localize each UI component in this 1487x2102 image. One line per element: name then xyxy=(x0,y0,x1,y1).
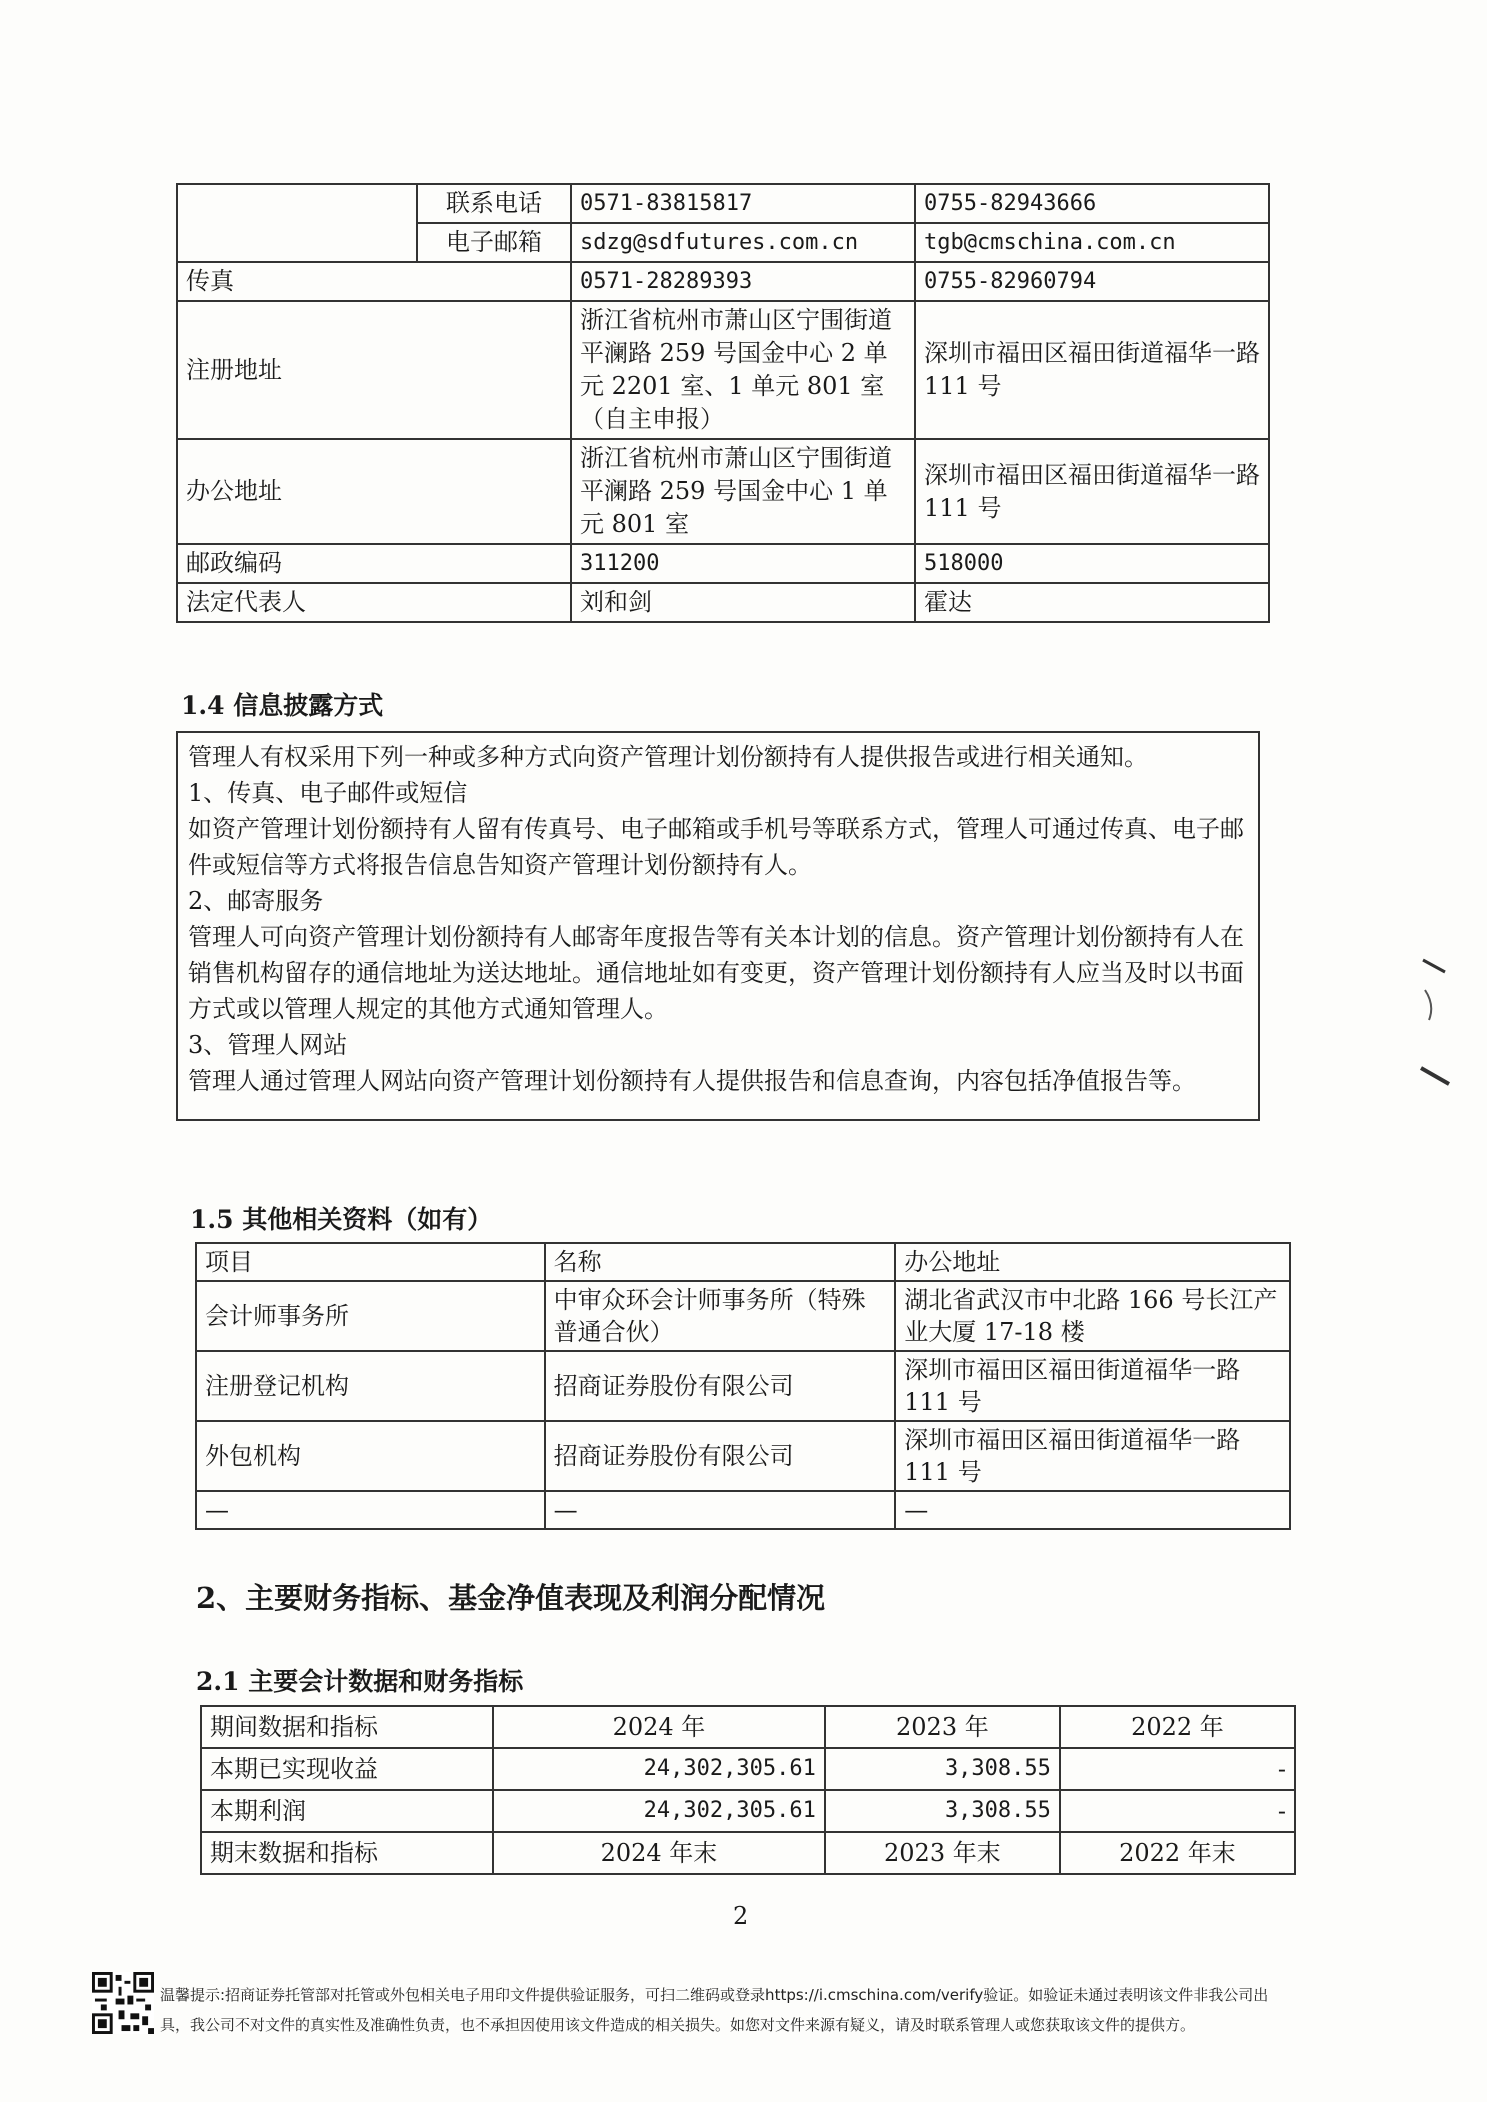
paragraph: 管理人通过管理人网站向资产管理计划份额持有人提供报告和信息查询，内容包括净值报告等。 xyxy=(188,1067,1196,1095)
table-row xyxy=(196,1281,1290,1351)
table-row xyxy=(196,1421,1290,1491)
table-cell: 注册登记机构 xyxy=(196,1351,545,1421)
table-cell: 招商证券股份有限公司 xyxy=(545,1351,896,1421)
section-heading: 1.5 其他相关资料（如有） xyxy=(190,1205,493,1234)
table-cell: tgb@cmschina.com.cn xyxy=(915,223,1269,262)
table-cell: 深圳市福田区福田街道福华一路 111 号 xyxy=(915,439,1269,544)
table-cell: 会计师事务所 xyxy=(196,1281,545,1351)
table-header-cell: 办公地址 xyxy=(895,1243,1290,1281)
contact-table xyxy=(176,183,1270,623)
table-row xyxy=(177,583,1269,622)
table-cell: 霍达 xyxy=(915,583,1269,622)
table-cell: sdzg@sdfutures.com.cn xyxy=(571,223,915,262)
table-row xyxy=(177,439,1269,544)
table-header-cell: 2022 年 xyxy=(1060,1706,1295,1748)
table-header-cell: 名称 xyxy=(545,1243,896,1281)
table-cell: 邮政编码 xyxy=(177,544,571,583)
table-cell: 0755-82943666 xyxy=(915,184,1269,223)
table-header-row xyxy=(196,1243,1290,1281)
qr-code-icon[interactable] xyxy=(92,1972,154,2034)
table-cell: - xyxy=(1060,1790,1295,1832)
financial-table xyxy=(200,1705,1296,1875)
table-cell: 招商证券股份有限公司 xyxy=(545,1421,896,1491)
paragraph: 1、传真、电子邮件或短信 xyxy=(188,779,468,807)
table-cell: 湖北省武汉市中北路 166 号长江产业大厦 17-18 楼 xyxy=(895,1281,1290,1351)
table-cell: 浙江省杭州市萧山区宁围街道平澜路 259 号国金中心 1 单元 801 室 xyxy=(571,439,915,544)
table-cell: 518000 xyxy=(915,544,1269,583)
table-cell: 传真 xyxy=(177,262,571,301)
paragraph: 管理人有权采用下列一种或多种方式向资产管理计划份额持有人提供报告或进行相关通知。 xyxy=(188,743,1148,771)
table-header-cell: 2023 年 xyxy=(825,1706,1060,1748)
table-cell: 办公地址 xyxy=(177,439,571,544)
section-heading: 2.1 主要会计数据和财务指标 xyxy=(196,1667,524,1696)
table-header-row xyxy=(201,1706,1295,1748)
table-row xyxy=(177,262,1269,301)
table-cell: 0571-83815817 xyxy=(571,184,915,223)
paragraph: 管理人可向资产管理计划份额持有人邮寄年度报告等有关本计划的信息。资产管理计划份额持有人在销售机构留存的通信地址为送达地址。通信地址如有变更，资产管理计划份额持有人应当及时以书面方式或以管理人规定的其他方式通知管理人。 xyxy=(188,923,1244,1023)
table-row xyxy=(177,184,1269,223)
table-cell xyxy=(177,184,417,262)
table-cell: 0571-28289393 xyxy=(571,262,915,301)
table-row xyxy=(177,301,1269,439)
paragraph: 3、管理人网站 xyxy=(188,1031,348,1059)
table-cell: 24,302,305.61 xyxy=(493,1790,825,1832)
table-cell: 本期利润 xyxy=(201,1790,493,1832)
table-cell: 0755-82960794 xyxy=(915,262,1269,301)
table-row xyxy=(201,1748,1295,1790)
table-cell: 法定代表人 xyxy=(177,583,571,622)
table-cell: 期末数据和指标 xyxy=(201,1832,493,1874)
table-cell: 2024 年末 xyxy=(493,1832,825,1874)
table-cell: 311200 xyxy=(571,544,915,583)
table-cell: 中审众环会计师事务所（特殊普通合伙） xyxy=(545,1281,896,1351)
table-cell: 2022 年末 xyxy=(1060,1832,1295,1874)
table-row xyxy=(196,1491,1290,1529)
page-number: 2 xyxy=(733,1902,749,1930)
table-row xyxy=(201,1832,1295,1874)
table-cell: — xyxy=(545,1491,896,1529)
section-heading: 2、主要财务指标、基金净值表现及利润分配情况 xyxy=(196,1581,826,1615)
other-info-table xyxy=(195,1242,1291,1530)
table-cell: 联系电话 xyxy=(417,184,571,223)
table-row xyxy=(177,544,1269,583)
table-cell: 24,302,305.61 xyxy=(493,1748,825,1790)
seal-fragment-icon xyxy=(1415,950,1455,1100)
table-cell: 3,308.55 xyxy=(825,1748,1060,1790)
table-cell: — xyxy=(196,1491,545,1529)
footer-line: 具，我公司不对文件的真实性及准确性负责，也不承担因使用该文件造成的相关损失。如您对文件来源有疑义，请及时联系管理人或您获取该文件的提供方。 xyxy=(160,2016,1196,2034)
table-row xyxy=(201,1790,1295,1832)
paragraph: 2、邮寄服务 xyxy=(188,887,324,915)
verification-footer xyxy=(160,1980,1340,2040)
table-cell: 2023 年末 xyxy=(825,1832,1060,1874)
table-header-cell: 项目 xyxy=(196,1243,545,1281)
table-cell: 深圳市福田区福田街道福华一路 111 号 xyxy=(915,301,1269,439)
table-cell: 注册地址 xyxy=(177,301,571,439)
disclosure-box xyxy=(176,731,1260,1121)
table-cell: 电子邮箱 xyxy=(417,223,571,262)
table-cell: — xyxy=(895,1491,1290,1529)
table-cell: 深圳市福田区福田街道福华一路 111 号 xyxy=(895,1351,1290,1421)
table-cell: 3,308.55 xyxy=(825,1790,1060,1832)
table-header-cell: 期间数据和指标 xyxy=(201,1706,493,1748)
footer-line: 温馨提示:招商证券托管部对托管或外包相关电子用印文件提供验证服务，可扫二维码或登录https://i.cmschina.com/verify验证。如验证未通过表明该文件非我公司出 xyxy=(160,1986,1269,2004)
paragraph: 如资产管理计划份额持有人留有传真号、电子邮箱或手机号等联系方式，管理人可通过传真、电子邮件或短信等方式将报告信息告知资产管理计划份额持有人。 xyxy=(188,815,1244,879)
table-cell: 深圳市福田区福田街道福华一路 111 号 xyxy=(895,1421,1290,1491)
table-cell: 刘和剑 xyxy=(571,583,915,622)
table-cell: 本期已实现收益 xyxy=(201,1748,493,1790)
section-heading: 1.4 信息披露方式 xyxy=(181,691,384,720)
table-cell: - xyxy=(1060,1748,1295,1790)
table-cell: 浙江省杭州市萧山区宁围街道平澜路 259 号国金中心 2 单元 2201 室、1 单元 801 室（自主申报） xyxy=(571,301,915,439)
table-row xyxy=(196,1351,1290,1421)
table-header-cell: 2024 年 xyxy=(493,1706,825,1748)
table-cell: 外包机构 xyxy=(196,1421,545,1491)
